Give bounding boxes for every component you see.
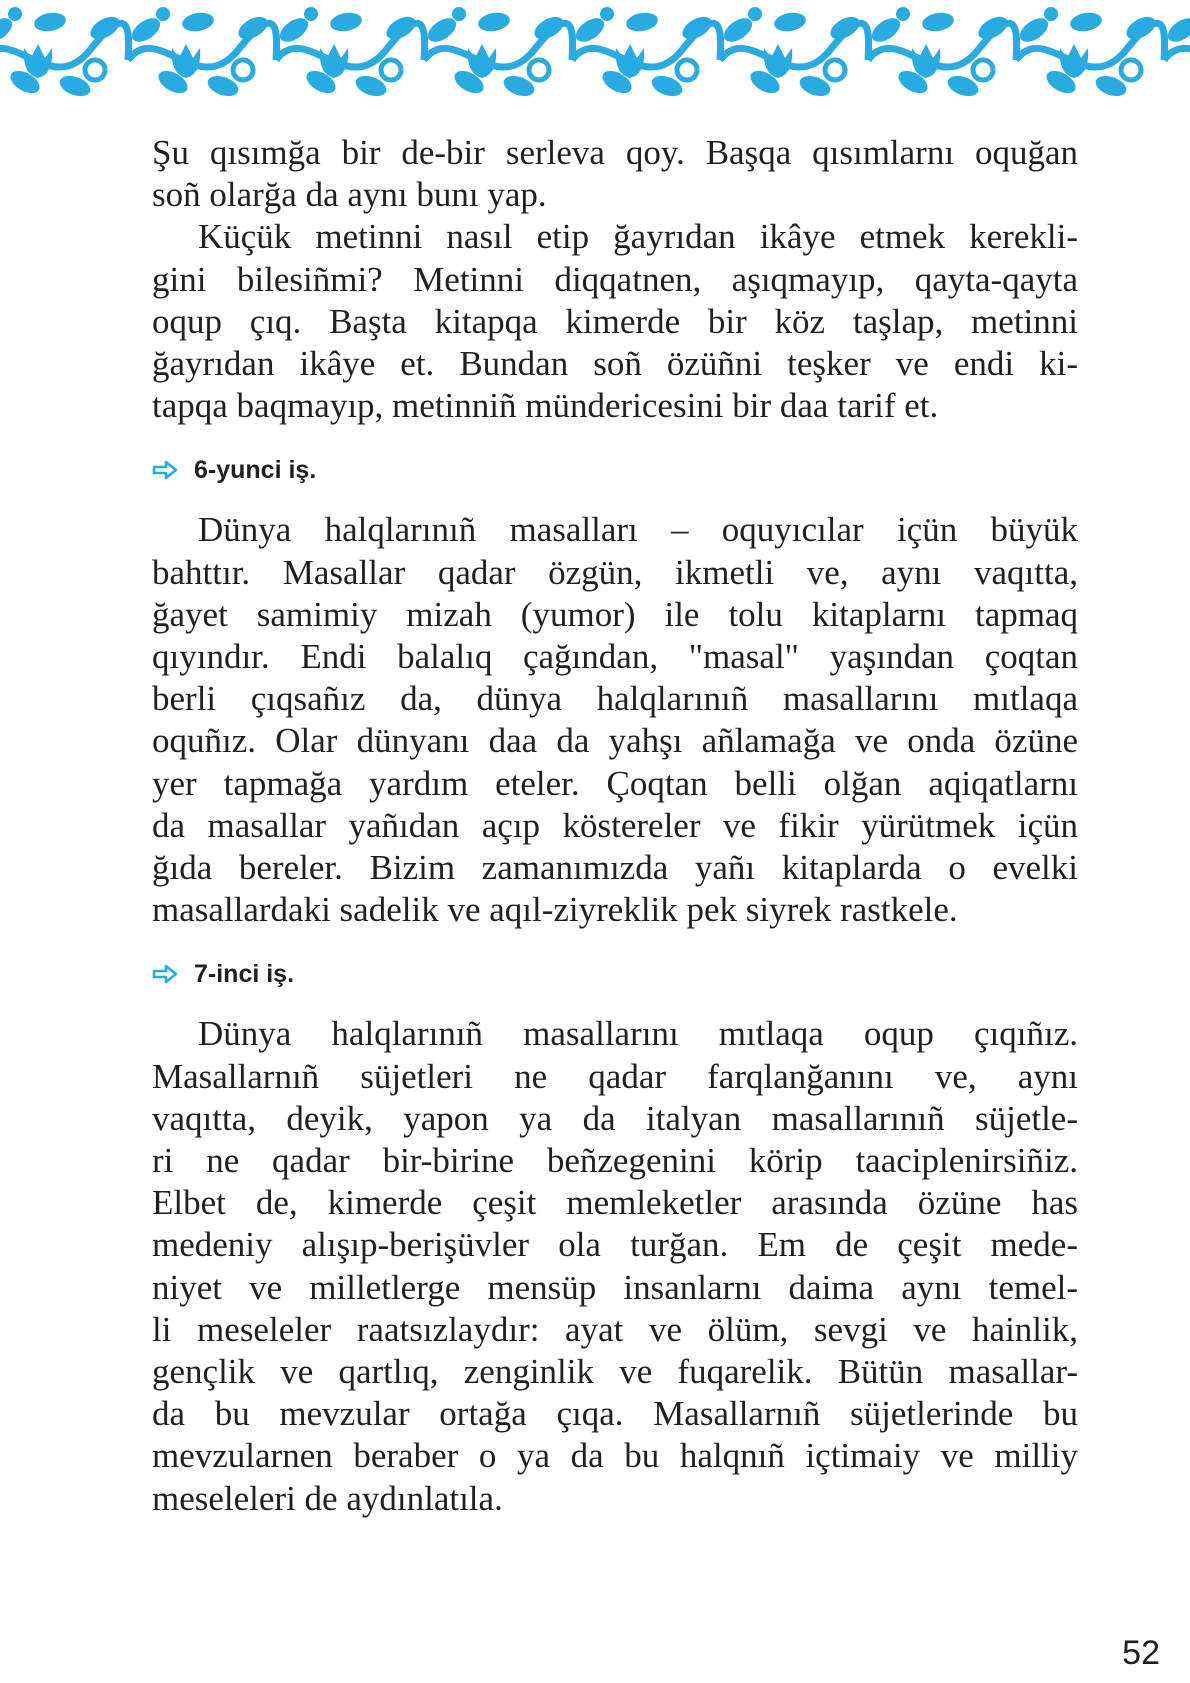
text-line: niyet ve milletlerge mensüp insanlarnı daima aynı temel- bbox=[152, 1267, 1078, 1307]
text-line: mevzularnen beraber o ya da bu halqnıñ içtimaiy ve milliy bbox=[152, 1436, 1078, 1476]
text-line: masallardaki sadelik ve aqıl-ziyreklik pek siyrek rastkele. bbox=[152, 890, 958, 930]
arrow-right-icon bbox=[152, 964, 178, 984]
text-line: tapqa baqmayıp, metinniñ mündericesini bir daa tarif et. bbox=[152, 386, 939, 426]
task-label: 7-inci iş. bbox=[194, 960, 295, 989]
text-line: oquñız. Olar dünyanı daa da yahşı añlamağa ve onda özüne bbox=[152, 721, 1078, 761]
paragraph-4 bbox=[152, 1013, 1078, 1519]
task-label: 6-yunci iş. bbox=[194, 456, 317, 485]
task-heading-7 bbox=[152, 959, 1078, 989]
task-heading-6 bbox=[152, 455, 1078, 485]
text-line: Dünya halqlarınıñ masalları – oquyıcılar içün büyük bbox=[198, 510, 1078, 550]
text-line: medeniy alışıp-berişüvler ola turğan. Em de çeşit mede- bbox=[152, 1225, 1078, 1265]
text-line: berli çıqsañız da, dünya halqlarınıñ masallarını mıtlaqa bbox=[152, 679, 1078, 719]
paragraph-3 bbox=[152, 509, 1078, 931]
text-line: ri ne qadar bir-birine beñzegenini körip taaciplenirsiñiz. bbox=[152, 1141, 1078, 1181]
text-line: li meseleler raatsızlaydır: ayat ve ölüm, sevgi ve hainlik, bbox=[152, 1309, 1078, 1349]
text-line: qıyındır. Endi balalıq çağından, "masal" yaşından çoqtan bbox=[152, 637, 1078, 677]
paragraph-1 bbox=[152, 132, 1078, 216]
text-line: soñ olarğa da aynı bunı yap. bbox=[152, 175, 547, 215]
text-line: da bu mevzular ortağa çıqa. Masallarnıñ süjetlerinde bu bbox=[152, 1394, 1078, 1434]
text-line: Elbet de, kimerde çeşit memleketler arasında özüne has bbox=[152, 1183, 1078, 1223]
arrow-right-icon bbox=[152, 460, 178, 480]
text-line: ğıda bereler. Bizim zamanımızda yañı kitaplarda o evelki bbox=[152, 848, 1078, 888]
text-line: gini bilesiñmi? Metinni diqqatnen, aşıqmayıp, qayta-qayta bbox=[152, 259, 1078, 299]
text-line: da masallar yañıdan açıp köstereler ve fikir yürütmek içün bbox=[152, 805, 1078, 845]
text-line: oqup çıq. Başta kitapqa kimerde bir köz taşlap, metinni bbox=[152, 301, 1078, 341]
paragraph-2 bbox=[152, 216, 1078, 427]
text-line: vaqıtta, deyik, yapon ya da italyan masallarınıñ süjetle- bbox=[152, 1098, 1078, 1138]
page-content bbox=[152, 132, 1078, 1520]
text-line: Dünya halqlarınıñ masallarını mıtlaqa oqup çıqıñız. bbox=[198, 1014, 1078, 1054]
text-line: Küçük metinni nasıl etip ğayrıdan ikâye etmek kerekli- bbox=[198, 217, 1078, 257]
text-line: bahttır. Masallar qadar özgün, ikmetli ve, aynı vaqıtta, bbox=[152, 552, 1078, 592]
text-line: gençlik ve qartlıq, zenginlik ve fuqarelik. Bütün masallar- bbox=[152, 1352, 1078, 1392]
text-line: Şu qısımğa bir de-bir serleva qoy. Başqa qısımlarnı oquğan bbox=[152, 133, 1078, 172]
floral-border-icon bbox=[0, 0, 1190, 108]
text-line: ğayet samimiy mizah (yumor) ile tolu kitaplarnı tapmaq bbox=[152, 594, 1078, 634]
text-line: Masallarnıñ süjetleri ne qadar farqlanğanını ve, aynı bbox=[152, 1056, 1078, 1096]
text-line: yer tapmağa yardım eteler. Çoqtan belli olğan aqiqatlarnı bbox=[152, 763, 1078, 803]
text-line: meseleleri de aydınlatıla. bbox=[152, 1478, 503, 1518]
page-number: 52 bbox=[1122, 1634, 1160, 1672]
text-line: ğayrıdan ikâye et. Bundan soñ özüñni teşker ve endi ki- bbox=[152, 344, 1078, 384]
